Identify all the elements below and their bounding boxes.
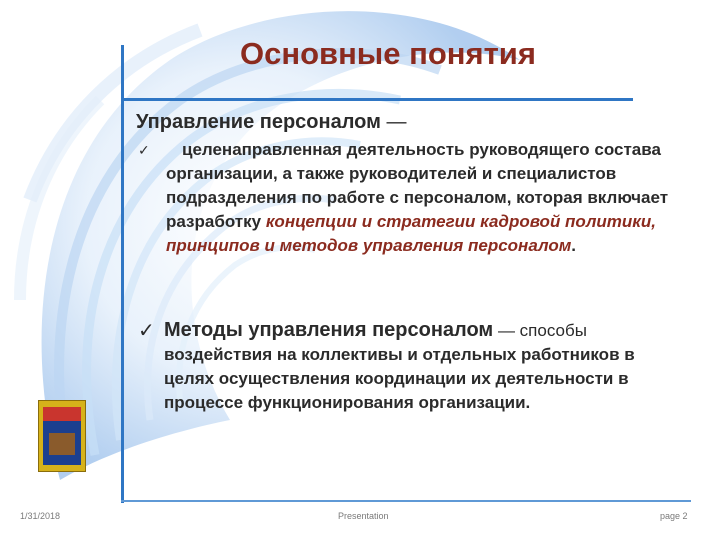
check-icon: ✓ [138, 142, 150, 158]
definition-period: . [571, 236, 577, 255]
definition-item-2 [138, 318, 683, 415]
footer-date: 1/31/2018 [20, 511, 61, 521]
check-icon: ✓ [138, 320, 155, 342]
methods-dash: — способы [493, 321, 587, 340]
methods-term: Методы управления персоналом [164, 319, 494, 341]
footer-page-number: page 2 [660, 511, 688, 521]
slide-title: Основные понятия [240, 36, 536, 71]
vertical-rule [121, 45, 124, 503]
definition-accent-text: концепции и стратегии кадровой политики, принципов и методов управления персоналом [166, 212, 656, 255]
footer-center: Presentation [338, 511, 389, 521]
subheading [136, 111, 406, 134]
definition-text-1 [166, 138, 683, 258]
book-cover-icon [38, 400, 86, 472]
book-title-band [43, 407, 81, 421]
book-photo [49, 433, 75, 455]
definition-item-1 [138, 138, 683, 258]
subheading-text: Управление персоналом [136, 111, 381, 133]
subheading-dash: — [380, 111, 407, 133]
definition-plain-text: целенаправленная деятельность руководящего состава организации, а также руководителей и специалистов подразделения по работе с персоналом, которая включает разработку [166, 140, 669, 231]
footer-rule [121, 500, 691, 502]
methods-body: воздействия на коллективы и отдельных работников в целях осуществления координации их деятельности в процессе функционирования организации. [164, 345, 635, 412]
title-underline [121, 98, 633, 101]
definition-text-2 [164, 318, 683, 415]
